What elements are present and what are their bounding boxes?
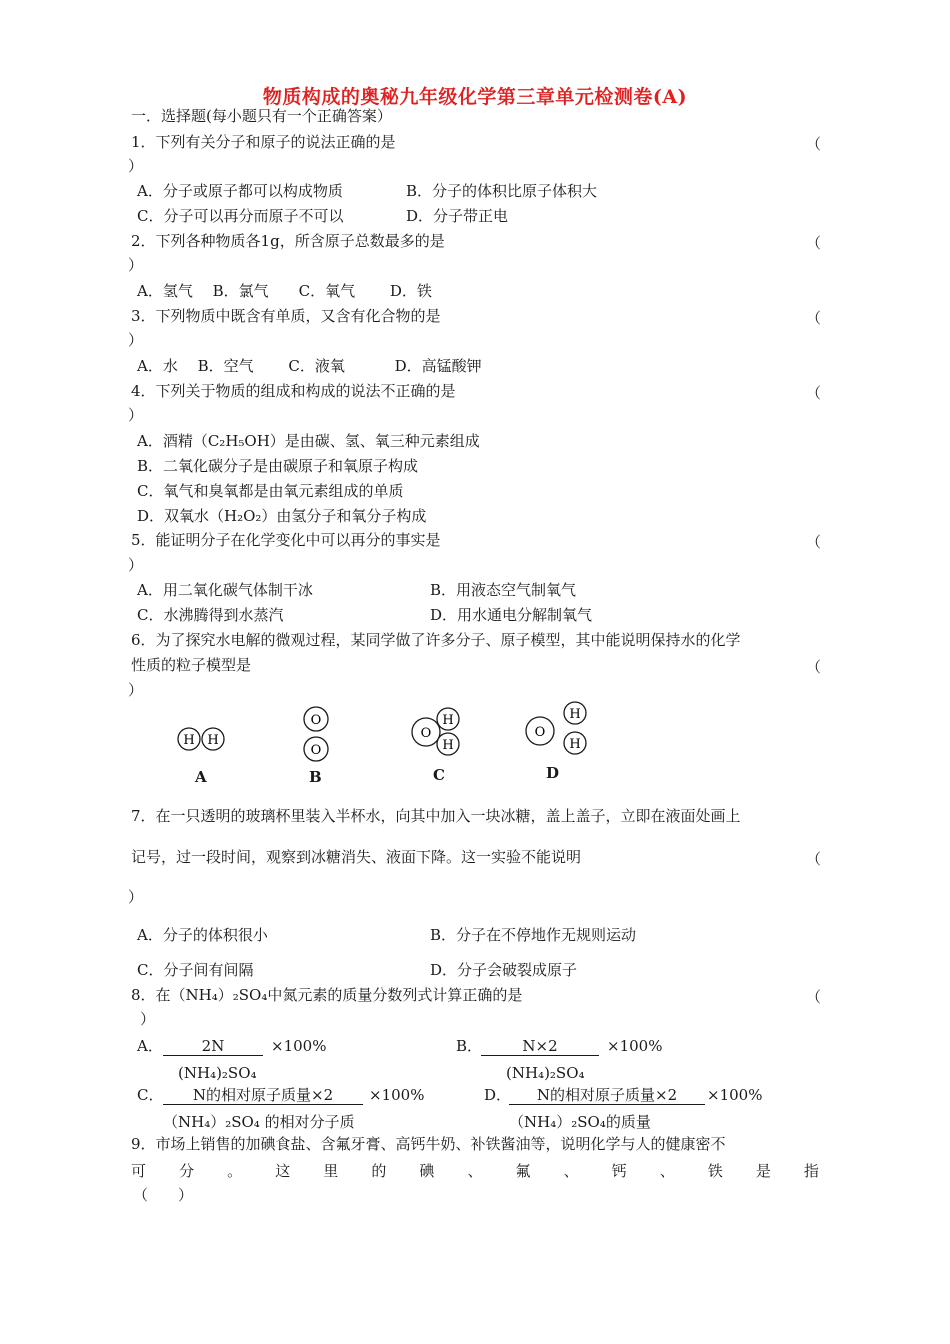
q1-option-d: D．分子带正电: [406, 207, 509, 225]
answer-paren-close: ）: [140, 1010, 156, 1028]
q1-option-c: C．分子可以再分而原子不可以: [137, 207, 344, 225]
model-c-h2o: [410, 707, 466, 765]
q7-option-b: B．分子在不停地作无规则运动: [430, 926, 637, 944]
answer-paren-open: （: [806, 135, 822, 153]
model-a-h2: [175, 726, 235, 756]
atom-h-label: H: [569, 707, 581, 722]
q7-option-d: D．分子会破裂成原子: [430, 961, 578, 979]
q5-option-d: D．用水通电分解制氧气: [430, 606, 593, 624]
q9-char: 氟: [515, 1162, 531, 1180]
q8-option-d-label: D．: [484, 1086, 512, 1104]
answer-paren-close: ）: [128, 556, 144, 574]
q9-char: 分: [179, 1162, 195, 1180]
atom-o-label: O: [310, 713, 322, 728]
q8-option-a-numerator: 2N: [163, 1037, 263, 1056]
answer-paren-close: ）: [128, 256, 144, 274]
q9-char: 。: [227, 1162, 243, 1180]
q9-char: 是: [755, 1162, 771, 1180]
q8-percent: ×100%: [607, 1037, 663, 1055]
q8-option-a-denominator: (NH₄)₂SO₄: [178, 1064, 257, 1082]
q9-char: 这: [275, 1162, 291, 1180]
q6-stem-line2: 性质的粒子模型是: [131, 656, 252, 674]
atom-h-label: H: [569, 737, 581, 752]
q8-option-b-label: B．: [456, 1037, 483, 1055]
q9-char: 指: [803, 1162, 819, 1180]
q8-option-b-numerator: N×2: [481, 1037, 599, 1056]
q3-options: A．水 B．空气 C．液氧 D．高锰酸钾: [137, 357, 482, 375]
answer-paren-open: （: [806, 384, 822, 402]
q4-stem: 4．下列关于物质的组成和构成的说法不正确的是: [131, 382, 456, 400]
q9-char: 的: [371, 1162, 387, 1180]
q9-char: 可: [131, 1162, 147, 1180]
atom-o-label: O: [420, 726, 432, 741]
model-label-c: C: [433, 766, 445, 784]
q4-option-b: B．二氧化碳分子是由碳原子和氧原子构成: [137, 457, 419, 475]
atom-h-label: H: [442, 738, 454, 753]
q5-option-a: A．用二氧化碳气体制干冰: [137, 581, 313, 599]
q7-option-c: C．分子间有间隔: [137, 961, 254, 979]
q8-option-d-denominator: （NH₄）₂SO₄的质量: [509, 1113, 651, 1131]
answer-paren-open: （: [806, 533, 822, 551]
q8-percent: ×100%: [707, 1086, 763, 1104]
q9-stem-line1: 9．市场上销售的加碘食盐、含氟牙膏、高钙牛奶、补铁酱油等，说明化学与人的健康密不: [131, 1135, 726, 1153]
q7-option-a: A．分子的体积很小: [137, 926, 268, 944]
q9-char: 钙: [611, 1162, 627, 1180]
answer-paren-open: （: [806, 850, 822, 868]
q5-stem: 5．能证明分子在化学变化中可以再分的事实是: [131, 531, 441, 549]
q9-char: 、: [563, 1162, 579, 1180]
q8-percent: ×100%: [369, 1086, 425, 1104]
page-title: 物质构成的奥秘九年级化学第三章单元检测卷(A): [262, 86, 688, 108]
q4-option-c: C．氧气和臭氧都是由氧元素组成的单质: [137, 482, 404, 500]
atom-h-label: H: [442, 713, 454, 728]
atom-h-label: H: [183, 733, 195, 748]
q8-percent: ×100%: [271, 1037, 327, 1055]
answer-paren-close: ）: [128, 681, 144, 699]
q7-stem-line2: 记号，过一段时间，观察到冰糖消失、液面下降。这一实验不能说明: [131, 848, 582, 866]
answer-paren-open: （: [806, 234, 822, 252]
model-b-o2: [302, 705, 332, 771]
q2-stem: 2．下列各种物质各1g，所含原子总数最多的是: [131, 232, 445, 250]
q9-stem-line2: [131, 1160, 819, 1181]
q8-option-c-label: C．: [137, 1086, 164, 1104]
model-label-a: A: [195, 768, 207, 786]
q8-option-d-numerator: N的相对原子质量×2: [509, 1086, 705, 1105]
q5-option-b: B．用液态空气制氧气: [430, 581, 577, 599]
q8-stem: 8．在（NH₄）₂SO₄中氮元素的质量分数列式计算正确的是: [131, 986, 523, 1004]
answer-paren-open: （: [806, 309, 822, 327]
atom-o-label: O: [310, 743, 322, 758]
q9-char: 、: [659, 1162, 675, 1180]
q9-char: 、: [467, 1162, 483, 1180]
q8-option-c-numerator: N的相对原子质量×2: [163, 1086, 363, 1105]
model-label-d: D: [546, 764, 560, 782]
q9-char: 里: [323, 1162, 339, 1180]
q9-answer-paren: （ ）: [133, 1186, 194, 1204]
answer-paren-open: （: [806, 658, 822, 676]
answer-paren-close: ）: [128, 157, 144, 175]
model-d-o-2h: [524, 701, 590, 763]
q1-stem: 1．下列有关分子和原子的说法正确的是: [131, 133, 396, 151]
answer-paren-close: ）: [128, 406, 144, 424]
answer-paren-close: ）: [128, 331, 144, 349]
q3-stem: 3．下列物质中既含有单质，又含有化合物的是: [131, 307, 441, 325]
q9-char: 碘: [419, 1162, 435, 1180]
q8-option-b-denominator: (NH₄)₂SO₄: [506, 1064, 585, 1082]
q9-char: 铁: [707, 1162, 723, 1180]
atom-h-label: H: [207, 733, 219, 748]
answer-paren-open: （: [806, 988, 822, 1006]
q1-option-a: A．分子或原子都可以构成物质: [137, 182, 343, 200]
q2-options: A．氢气 B．氯气 C．氧气 D．铁: [137, 282, 432, 300]
q6-stem-line1: 6．为了探究水电解的微观过程，某同学做了许多分子、原子模型，其中能说明保持水的化学: [131, 631, 741, 649]
section-heading: 一．选择题(每小题只有一个正确答案）: [131, 107, 392, 125]
q4-option-d: D．双氧水（H₂O₂）由氢分子和氧分子构成: [137, 507, 427, 525]
answer-paren-close: ）: [128, 888, 144, 906]
q1-option-b: B．分子的体积比原子体积大: [406, 182, 598, 200]
atom-o-label: O: [534, 725, 546, 740]
model-label-b: B: [309, 768, 322, 786]
q8-option-a-label: A．: [137, 1037, 163, 1055]
q7-stem-line1: 7．在一只透明的玻璃杯里装入半杯水，向其中加入一块冰糖，盖上盖子，立即在液面处画上: [131, 807, 741, 825]
q8-option-c-denominator: （NH₄）₂SO₄ 的相对分子质: [163, 1113, 355, 1131]
q5-option-c: C．水沸腾得到水蒸汽: [137, 606, 284, 624]
q4-option-a: A．酒精（C₂H₅OH）是由碳、氢、氧三种元素组成: [137, 432, 480, 450]
